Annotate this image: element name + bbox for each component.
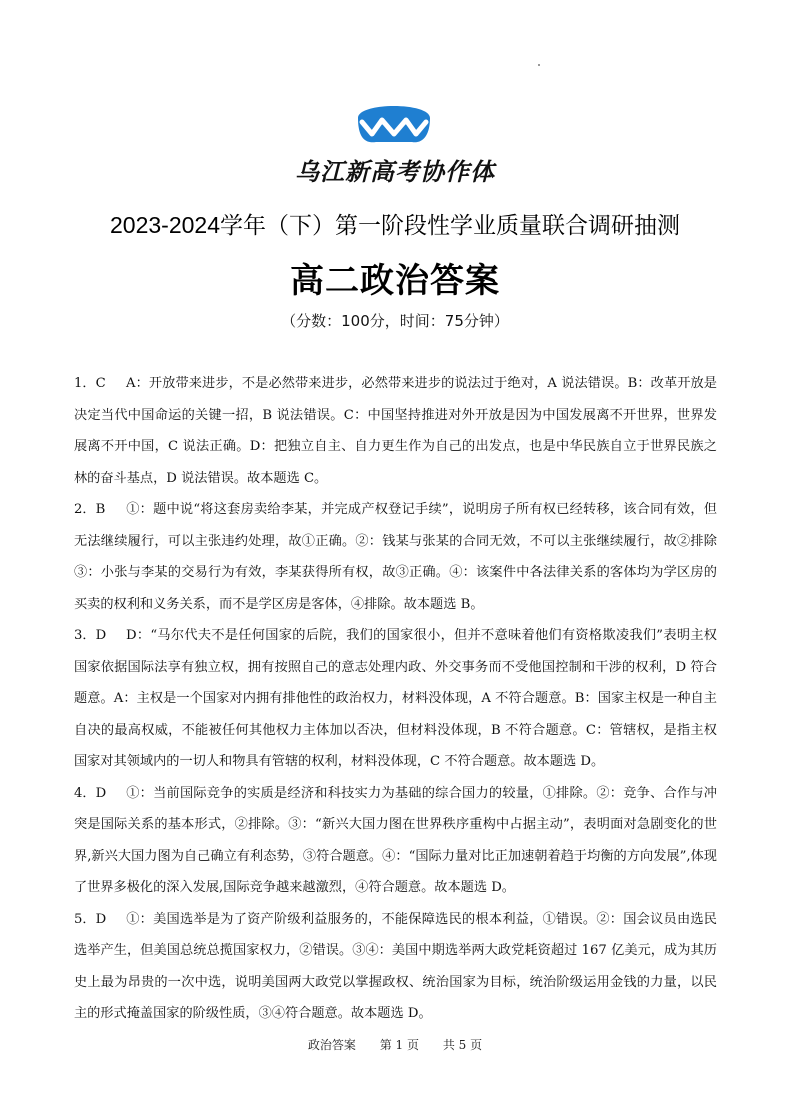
answer-item-5 bbox=[74, 904, 717, 1030]
answer-item-2 bbox=[74, 494, 717, 620]
answer-explanation: ①：当前国际竞争的实质是经济和科技实力为基础的综合国力的较量，①排除。②：竞争、合作与冲突是国际关系的基本形式，②排除。③：“新兴大国力图在世界秩序重构中占据主动”，表明面对急剧变化的世界,新兴大国力图为自己确立有利态势，③符合题意。④：“国际力量对比正加速朝着趋于均衡的方向发展”,体现了世界多极化的深入发展,国际竞争越来越激烈，④符合题意。故本题选 D。 bbox=[74, 785, 717, 895]
org-name: 乌江新高考协作体 bbox=[295, 158, 495, 186]
exam-title: 2023-2024学年（下）第一阶段性学业质量联合调研抽测 bbox=[110, 212, 680, 238]
answer-explanation: D：“马尔代夫不是任何国家的后院，我们的国家很小，但并不意味着他们有资格欺凌我们”表明主权国家依据国际法享有独立权，拥有按照自己的意志处理内政、外交事务而不受他国控制和干涉的权利，D 符合题意。A：主权是一个国家对内拥有排他性的政治权力，材料没体现，A 不符合题意。B：国家主权是一种自主自决的最高权威，不能被任何其他权力主体加以否决，但材料没体现，B 不符合题意。C：管辖权，是指主权国家对其领域内的一切人和物具有管辖的权利，材料没体现，C 不符合题意。故本题选 D。 bbox=[74, 628, 717, 769]
answer-number: 1．C bbox=[74, 376, 106, 391]
answer-item-4 bbox=[74, 778, 717, 904]
answer-number: 4．D bbox=[74, 785, 107, 801]
answer-item-1 bbox=[74, 368, 717, 494]
answer-explanation: ①：美国选举是为了资产阶级利益服务的，不能保障选民的根本利益，①错误。②：国会议员由选民选举产生，但美国总统总揽国家权力，②错误。③④：美国中期选举两大政党耗资超过 167 亿美元，成为其历史上最为昂贵的一次中选，说明美国两大政党以掌握政权、统治国家为目标，统治阶级运用金钱的力量，以民主的形式掩盖国家的阶级性质，③④符合题意。故本题选 D。 bbox=[74, 911, 717, 1021]
answer-item-3 bbox=[74, 620, 717, 778]
answer-number: 3．D bbox=[74, 628, 107, 643]
org-logo-icon bbox=[352, 96, 436, 144]
footer-subject: 政治答案 bbox=[307, 1038, 356, 1052]
exam-info: （分数：100分，时间：75分钟） bbox=[281, 312, 509, 330]
answer-number: 2．B bbox=[74, 502, 106, 517]
answer-explanation: ①：题中说“将这套房卖给李某，并完成产权登记手续”，说明房子所有权已经转移，该合同有效，但无法继续履行，可以主张违约处理，故①正确。②：钱某与张某的合同无效，不可以主张继续履行，故②排除③：小张与李某的交易行为有效，李某获得所有权，故③正确。④：该案件中各法律关系的客体均为学区房的买卖的权利和义务关系，而不是学区房是客体，④排除。故本题选 B。 bbox=[74, 502, 717, 612]
answer-explanation: A：开放带来进步，不是必然带来进步，必然带来进步的说法过于绝对，A 说法错误。B：改革开放是决定当代中国命运的关键一招，B 说法错误。C：中国坚持推进对外开放是因为中国发展离不开世界，世界发展离不开中国，C 说法正确。D：把独立自主、自力更生作为自己的出发点，也是中华民族自立于世界民族之林的奋斗基点，D 说法错误。故本题选 C。 bbox=[74, 376, 717, 486]
answer-list bbox=[74, 368, 717, 1030]
scan-speck bbox=[538, 64, 540, 66]
answer-number: 5．D bbox=[74, 911, 107, 927]
footer-page-number: 第 1 页 bbox=[379, 1038, 419, 1052]
page-footer bbox=[0, 1036, 790, 1053]
page-title: 高二政治答案 bbox=[290, 261, 500, 301]
footer-page-total: 共 5 页 bbox=[442, 1038, 483, 1052]
